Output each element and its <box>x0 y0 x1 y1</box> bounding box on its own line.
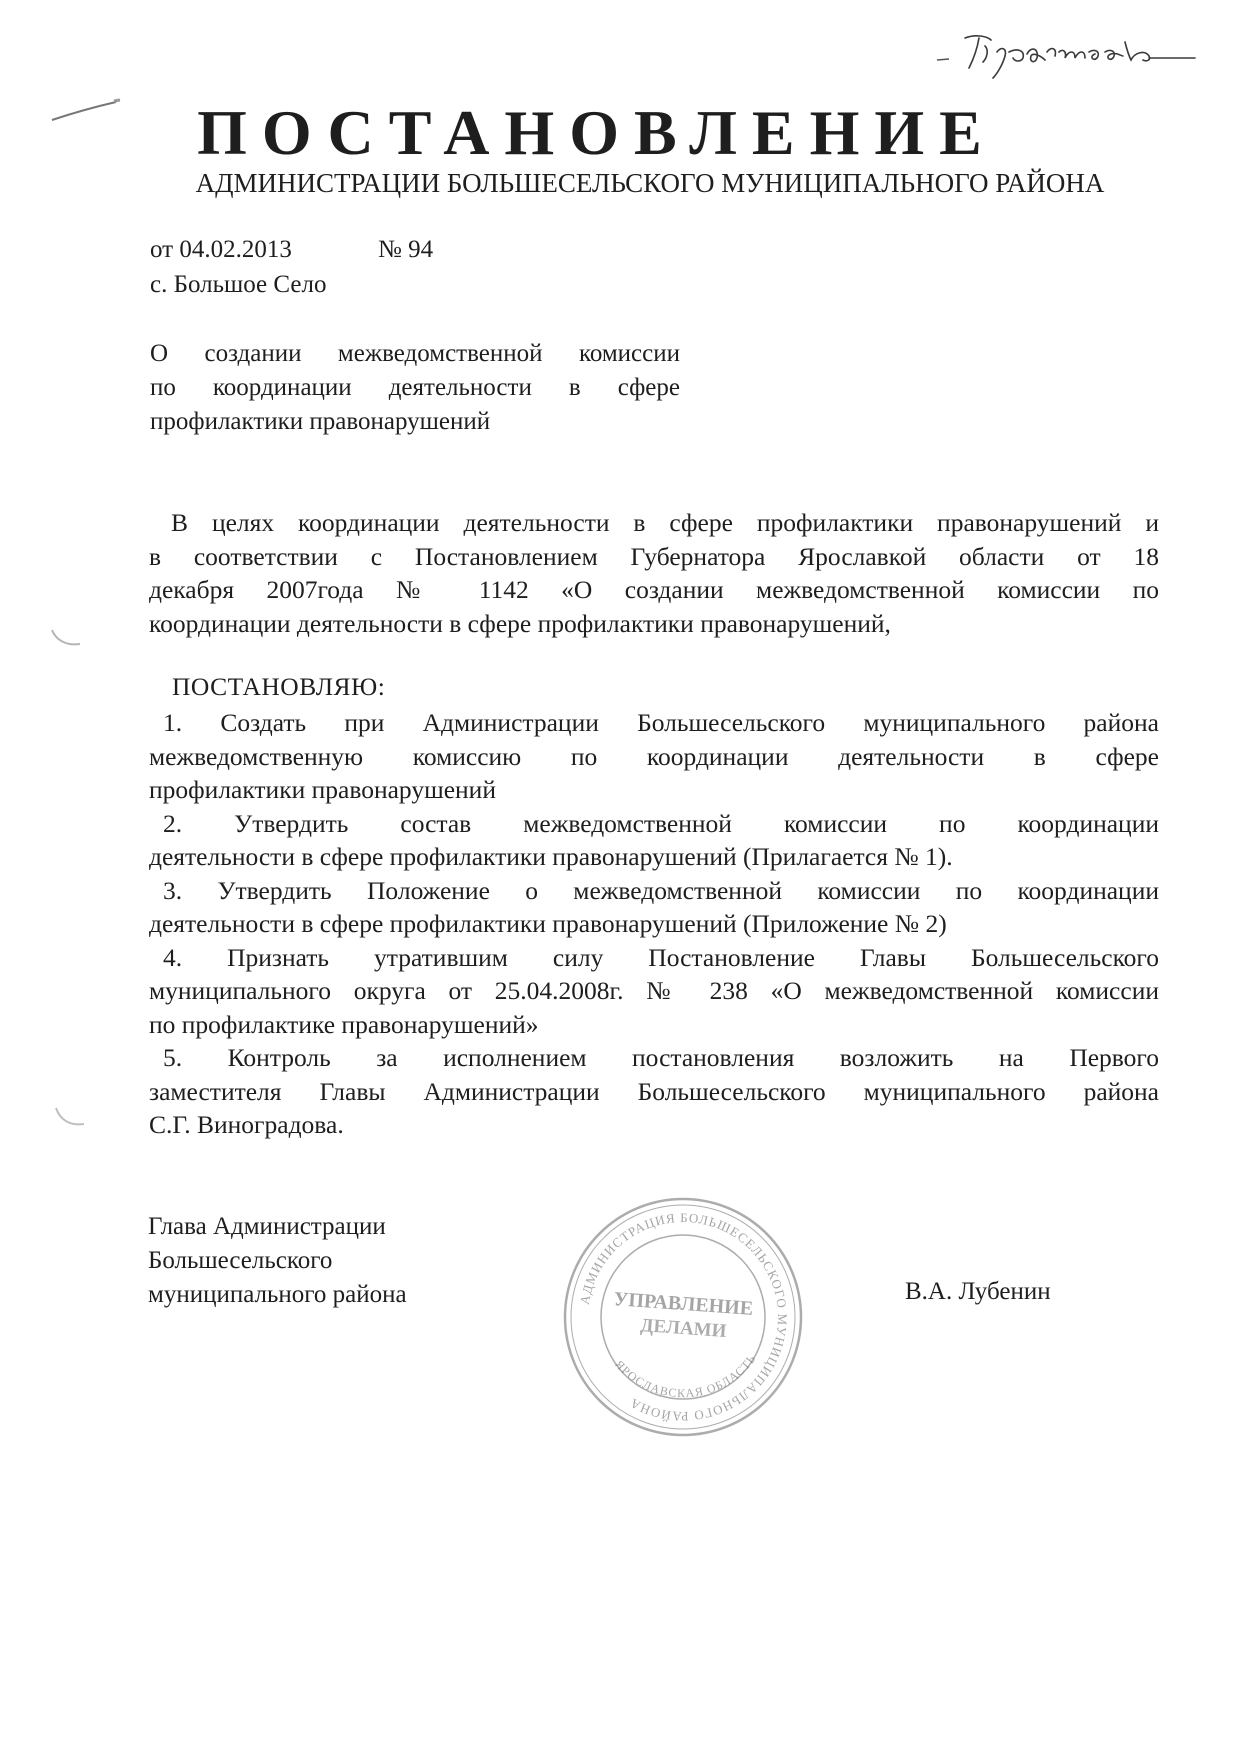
handwritten-note <box>935 22 1215 80</box>
preamble <box>149 506 1159 640</box>
subject-line: профилактики правонарушений <box>150 408 491 435</box>
stamp-center-line: ДЕЛАМИ <box>639 1315 728 1342</box>
punch-hole-mark <box>48 618 88 658</box>
preamble-line: в соответствии с Постановлением Губернатора Ярославкой области от 18 <box>149 541 1159 571</box>
item-line: деятельности в сфере профилактики правонарушений (Прилагается № 1). <box>149 842 953 871</box>
document-place: с. Большое Село <box>150 271 327 298</box>
preamble-line: декабря 2007года № 1142 «О создании межведомственной комиссии по <box>149 575 1159 604</box>
item-line: по профилактике правонарушений» <box>149 1009 539 1039</box>
preamble-line: координации деятельности в сфере профилактики правонарушений, <box>149 608 891 638</box>
stamp-center-line: УПРАВЛЕНИЕ <box>613 1288 754 1320</box>
issuing-authority: АДМИНИСТРАЦИИ БОЛЬШЕСЕЛЬСКОГО МУНИЦИПАЛЬНОГО РАЙОНА <box>195 168 1105 198</box>
document-number: № 94 <box>378 236 434 263</box>
item-line: деятельности в сфере профилактики правонарушений (Приложение № 2) <box>149 909 947 938</box>
position-line: муниципального района <box>148 1281 407 1308</box>
item-line: 3. Утвердить Положение о межведомственной комиссии по координации <box>163 875 1159 905</box>
punch-hole-mark <box>52 1098 92 1138</box>
item-line: 2. Утвердить состав межведомственной комиссии по координации <box>163 808 1159 838</box>
decree-heading: ПОСТАНОВЛЯЮ: <box>172 672 386 701</box>
preamble-line: В целях координации деятельности в сфере профилактики правонарушений и <box>171 508 1159 537</box>
stamp-ring-bottom: ЯРОСЛАВСКАЯ ОБЛАСТЬ <box>612 1351 759 1401</box>
subject-line: О создании межведомственной комиссии <box>150 340 680 367</box>
document-date: от 04.02.2013 <box>150 236 292 263</box>
item-line: 5. Контроль за исполнением постановления возложить на Первого <box>163 1043 1159 1072</box>
subject-line: по координации деятельности в сфере <box>150 374 680 401</box>
item-line: 4. Признать утратившим силу Постановление Главы Большесельского <box>163 942 1159 972</box>
signatory-name: В.А. Лубенин <box>905 1278 1051 1305</box>
position-line: Глава Администрации <box>148 1213 386 1240</box>
item-line: муниципального округа от 25.04.2008г. № 238 «О межведомственной комиссии <box>149 976 1159 1005</box>
signatory-position <box>148 1210 407 1312</box>
item-line: профилактики правонарушений <box>149 775 496 804</box>
official-stamp <box>558 1192 808 1442</box>
item-line: заместителя Главы Администрации Большесельского муниципального района <box>149 1076 1159 1106</box>
position-line: Большесельского <box>148 1247 333 1274</box>
decree-items <box>149 706 1159 1142</box>
document-subject <box>150 337 680 439</box>
item-line: 1. Создать при Администрации Большесельского муниципального района <box>163 708 1159 737</box>
item-line: С.Г. Виноградова. <box>149 1110 344 1139</box>
item-line: межведомственную комиссию по координации деятельности в сфере <box>149 741 1159 771</box>
document-title: ПОСТАНОВЛЕНИЕ <box>197 97 997 168</box>
stamp-ring-text: АДМИНИСТРАЦИЯ БОЛЬШЕСЕЛЬСКОГО МУНИЦИПАЛЬНОГО РАЙОНА <box>576 1209 791 1425</box>
